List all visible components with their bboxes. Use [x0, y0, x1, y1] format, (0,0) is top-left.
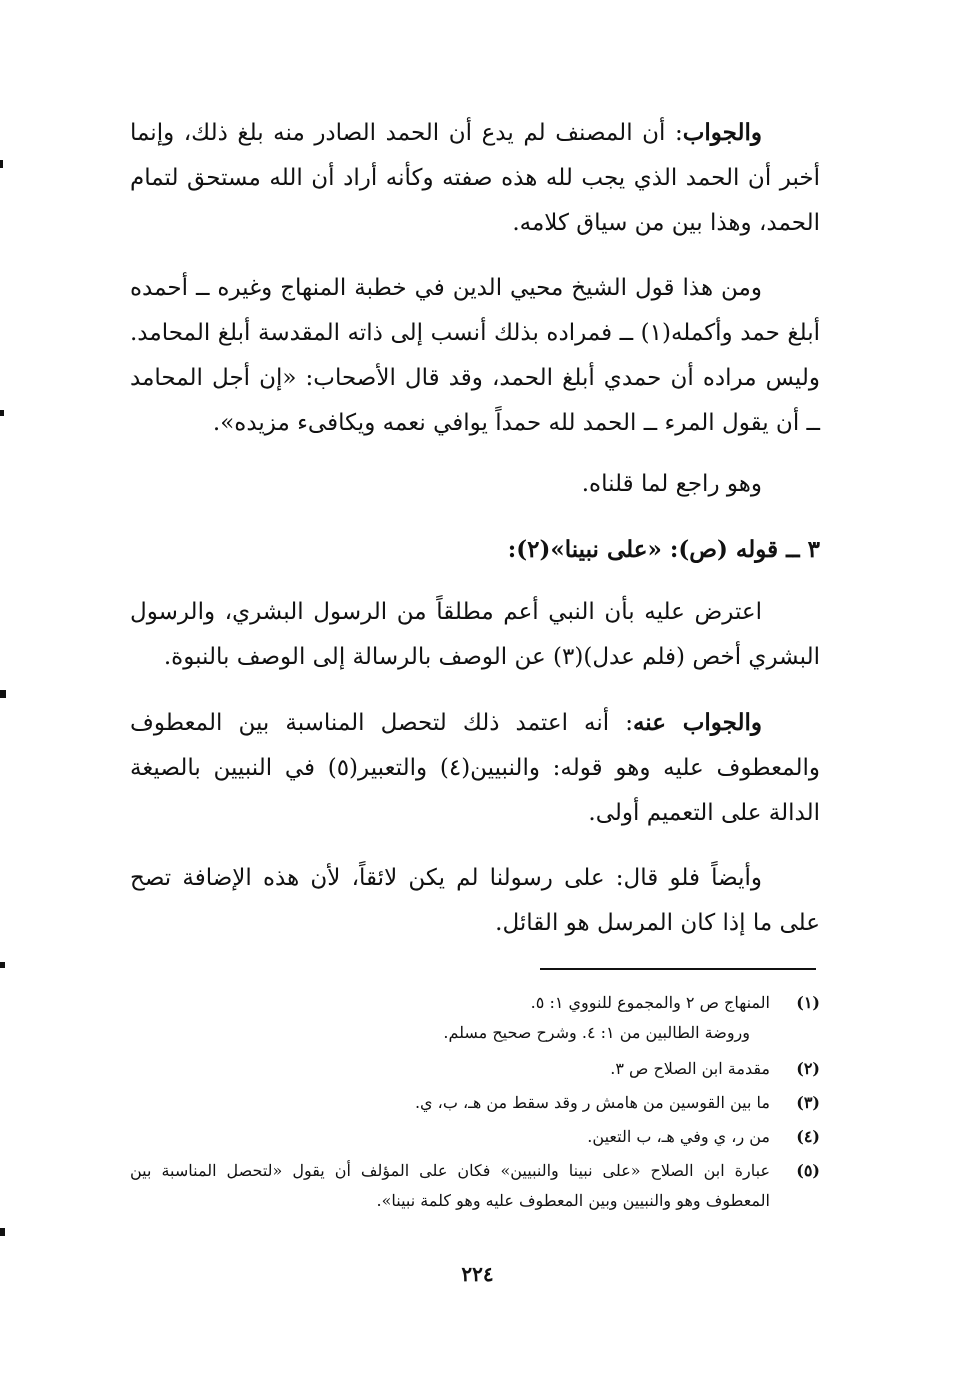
answer-text: : أن المصنف لم يدع أن الحمد الصادر منه بلغ ذلك، وإنما أخبر أن الحمد الذي يجب لله هذه صفته وكأنه أراد أن الله مستحق لتمام الحمد، وهذا بين من سياق كلامه. [130, 120, 820, 236]
paragraph-answer-1 [130, 110, 820, 246]
footnote-text: المنهاج ص ٢ والمجموع للنووي ١: ٥. [530, 993, 770, 1012]
footnote-number: (٣) [796, 1093, 820, 1112]
footnote-number: (٥) [796, 1161, 820, 1180]
paragraph-objection: اعترض عليه بأن النبي أعم مطلقاً من الرسول البشري، والرسول البشري أخص (فلم عدل)(٣) عن الوصف بالرسالة إلى الوصف بالنبوة. [130, 599, 820, 670]
footnote-1-continuation: وروضة الطالبين من ١: ٤. وشرح صحيح مسلم. [443, 1023, 750, 1042]
footnote-3 [130, 1088, 820, 1118]
main-text [130, 110, 820, 966]
footnote-number: (٢) [796, 1059, 820, 1078]
footnote-text: من ر، ي وفي هـ، ب التعين. [587, 1127, 770, 1146]
footnote-number: (١) [796, 993, 820, 1012]
answer-text-2: : أنه اعتمد ذلك لتحصل المناسبة بين المعطوف والمعطوف عليه وهو قوله: والنبيين(٤) والتعبير(٥) في النبيين بالصيغة الدالة على التعميم أولى. [130, 710, 820, 826]
answer-label: والجواب [682, 119, 762, 146]
section-heading: ٣ ــ قوله (ص): «على نبينا»(٢): [507, 536, 820, 563]
footnote-5 [130, 1156, 820, 1216]
paragraph-muhyi-al-din: ومن هذا قول الشيخ محيي الدين في خطبة المنهاج وغيره ــ أحمده أبلغ حمد وأكمله(١) ــ فمراده بذلك أنسب إلى ذاته المقدسة أبلغ المحامد. وليس مراده أن حمدي أبلغ الحمد، وقد قال الأصحاب: «إن أجل المحامد ــ أن يقول المرء ــ الحمد لله حمداً يوافي نعمه ويكافىء مزيده». [130, 275, 820, 436]
paragraph-return: وهو راجع لما قلناه. [581, 471, 762, 497]
footnote-4 [130, 1122, 820, 1152]
answer-label-2: والجواب عنه [632, 709, 763, 736]
footnote-text: عبارة ابن الصلاح «على نبينا والنبيين» فكان على المؤلف أن يقول «لتحصل المناسبة بين المعطوف وهو والنبيين وبين المعطوف عليه وهو كلمة نبينا». [130, 1161, 770, 1210]
paragraph-answer-2 [130, 700, 820, 836]
footnote-1 [130, 988, 820, 1018]
scan-edge-mark [0, 690, 6, 698]
footnote-2 [130, 1054, 820, 1084]
paragraph-also: وأيضاً فلو قال: على رسولنا لم يكن لائقاً، لأن هذه الإضافة تصح على ما إذا كان المرسل هو القائل. [130, 865, 820, 936]
scan-edge-mark [0, 410, 4, 416]
footnote-number: (٤) [796, 1127, 820, 1146]
scan-edge-mark [0, 962, 5, 968]
footnote-text: ما بين القوسين من هامش ر وقد سقط من هـ، ب، ي. [414, 1093, 770, 1112]
scan-edge-mark [0, 1228, 5, 1236]
footnotes [130, 988, 820, 1220]
page-number: ٢٢٤ [461, 1262, 494, 1286]
scan-edge-mark [0, 160, 3, 168]
footnote-separator [540, 968, 816, 970]
footnote-text: مقدمة ابن الصلاح ص ٣. [610, 1059, 770, 1078]
